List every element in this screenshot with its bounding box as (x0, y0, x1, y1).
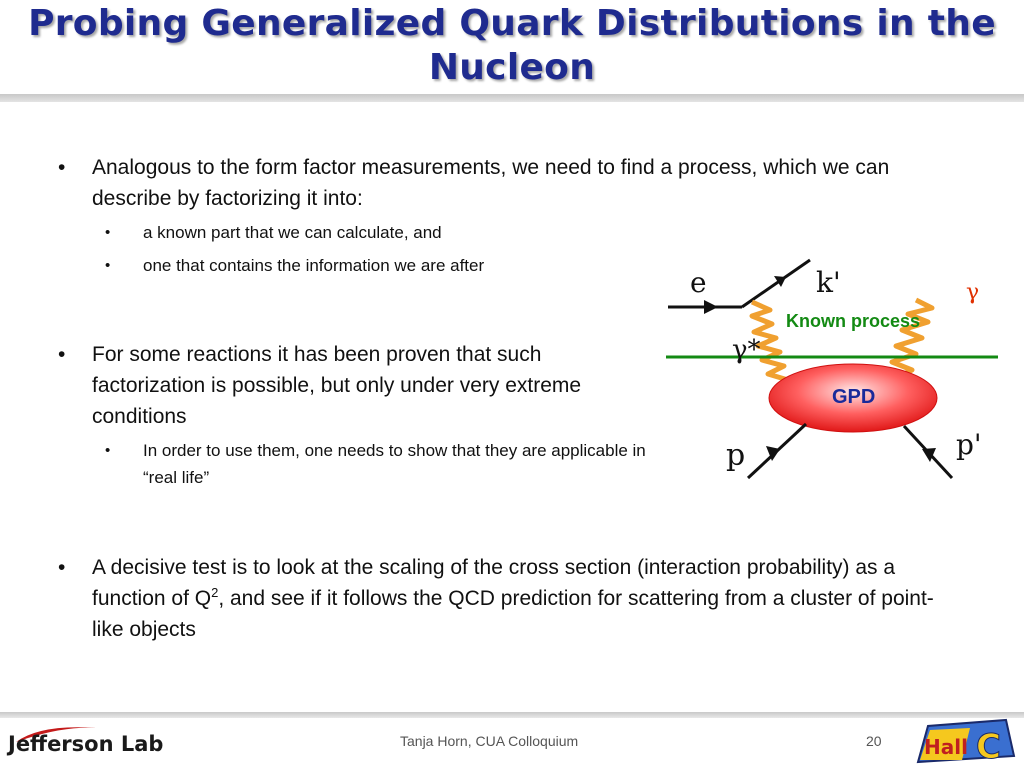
hall-c-logo (910, 716, 1020, 773)
label-virtual-photon: γ* (732, 335, 761, 365)
bullet-text: For some reactions it has been proven that such factorization is possible, but only under very extreme conditions (92, 343, 582, 428)
superscript-two: 2 (211, 585, 219, 600)
jefferson-lab-logo (6, 720, 166, 769)
sub-bullet-text: a known part that we can calculate, and (143, 223, 442, 242)
footer-presenter: Tanja Horn, CUA Colloquium (400, 733, 579, 749)
sub-bullet-text: one that contains the information we are after (143, 256, 485, 275)
bullet-proven-factorization (58, 339, 652, 432)
title-divider (0, 94, 1024, 102)
bullet-dot: • (58, 156, 66, 179)
page-number: 20 (866, 733, 882, 749)
hall-c-logo-graphic (910, 716, 1020, 768)
label-gpd: GPD (832, 386, 876, 408)
label-gamma: γ (966, 280, 980, 305)
label-proton-prime: p' (956, 428, 982, 461)
svg-text:Hall: Hall (924, 735, 968, 759)
svg-text:C: C (976, 727, 1001, 767)
electron-out-line (742, 260, 810, 307)
bullet-text-pre: A decisive test is to look at the scaling of the cross section (interaction probability) as a function of Q (92, 556, 896, 610)
bullet-dot: • (58, 343, 66, 366)
footer-divider (0, 712, 1024, 718)
bullet-text: Analogous to the form factor measurements, we need to find a process, which we can describe by factorizing it into: (92, 156, 890, 210)
sub-bullet-text: In order to use them, one needs to show that they are applicable in “real life” (143, 441, 646, 487)
label-electron: e (690, 266, 707, 299)
slide-title: Probing Generalized Quark Distributions in the Nucleon (28, 3, 996, 88)
bullet-factorization (58, 152, 932, 214)
sub-bullet-known-part (105, 219, 643, 246)
electron-in-arrow (704, 300, 718, 314)
label-known-process: Known process (786, 311, 921, 331)
sub-bullet-dot: • (105, 442, 111, 459)
bullet-dot: • (58, 556, 66, 579)
label-k-prime: k' (816, 266, 841, 299)
bullet-text-post: , and see if it follows the QCD prediction for scattering from a cluster of point-like objects (92, 587, 934, 641)
jefferson-lab-text: Jefferson Lab (8, 732, 164, 756)
sub-bullet-dot: • (105, 224, 111, 241)
label-proton: p (726, 438, 746, 473)
sub-bullet-dot: • (105, 257, 111, 274)
sub-bullet-information (105, 252, 643, 279)
gpd-diagram (660, 250, 1010, 500)
bullet-scaling-test (58, 552, 942, 645)
sub-bullet-real-life (105, 437, 653, 491)
